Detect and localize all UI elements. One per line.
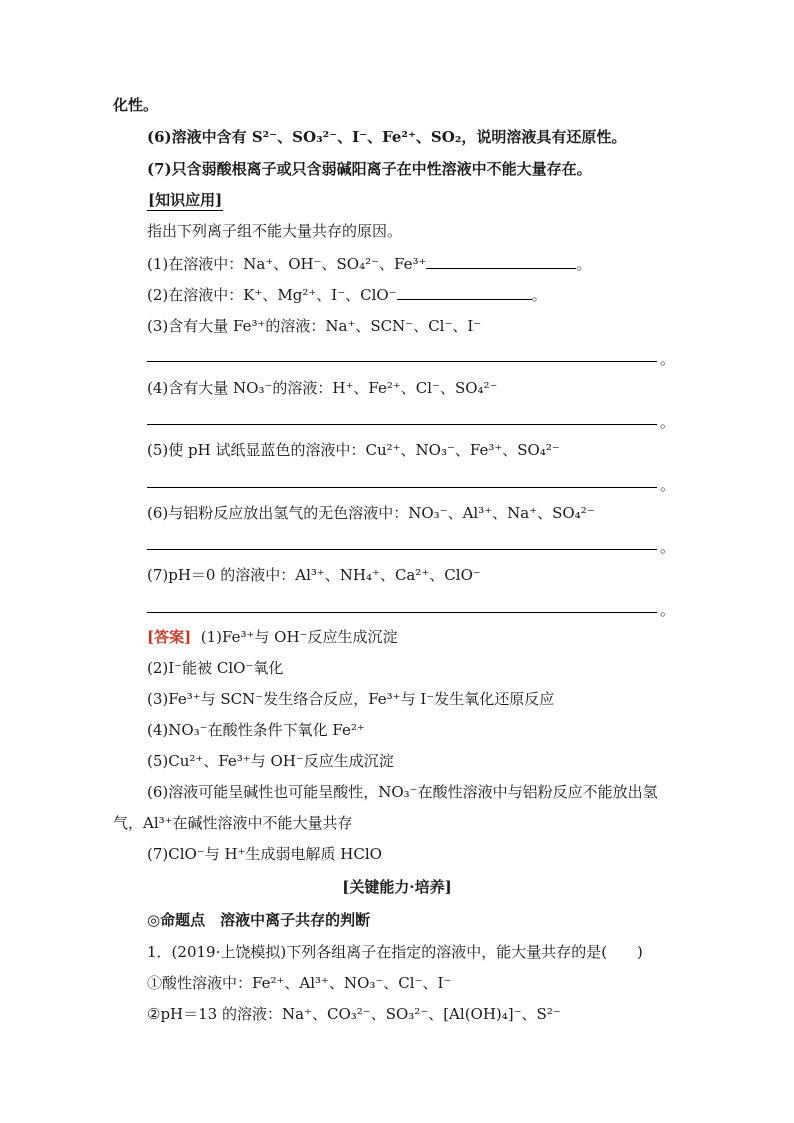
period: 。 — [660, 413, 676, 431]
answer-blank-4[interactable] — [147, 423, 657, 425]
knowledge-application-tag — [147, 190, 223, 211]
answer-4: (4)NO₃⁻在酸性条件下氧化 Fe²⁺ — [147, 721, 365, 739]
section-heading: [关键能力·培养] — [342, 878, 452, 896]
answer-6-part-1: (6)溶液可能呈碱性也可能呈酸性，NO₃⁻在酸性溶液中与铝粉反应不能放出氢 — [147, 783, 658, 801]
period: 。 — [660, 538, 676, 556]
answer-blank-3[interactable] — [147, 360, 657, 362]
question-3: (3)含有大量 Fe³⁺的溶液：Na⁺、SCN⁻、Cl⁻、I⁻ — [147, 317, 482, 335]
question-2 — [147, 285, 547, 305]
answer-blank-6[interactable] — [147, 548, 657, 550]
knowledge-application-label: [知识应用] — [148, 191, 223, 209]
answer-1: (1)Fe³⁺与 OH⁻反应生成沉淀 — [200, 628, 398, 646]
answer-1-line — [147, 627, 397, 647]
period: 。 — [531, 286, 547, 304]
period: 。 — [660, 350, 676, 368]
instruction: 指出下列离子组不能大量共存的原因。 — [147, 222, 403, 240]
answer-blank-2[interactable] — [397, 285, 532, 300]
answer-7: (7)ClO⁻与 H⁺生成弱电解质 HClO — [147, 845, 382, 863]
answer-6-part-2: 气，Al³⁺在碱性溶液中不能大量共存 — [113, 814, 353, 832]
answer-blank-7[interactable] — [147, 611, 657, 613]
question-1-text: (1)在溶液中：Na⁺、OH⁻、SO₄²⁻、Fe³⁺ — [147, 255, 427, 273]
answer-5: (5)Cu²⁺、Fe³⁺与 OH⁻反应生成沉淀 — [147, 752, 394, 770]
question-4: (4)含有大量 NO₃⁻的溶液：H⁺、Fe²⁺、Cl⁻、SO₄²⁻ — [147, 379, 498, 397]
exercise-1-option-2: ②pH＝13 的溶液：Na⁺、CO₃²⁻、SO₃²⁻、[Al(OH)₄]⁻、S²⁻ — [147, 1005, 561, 1023]
period: 。 — [576, 255, 592, 273]
answer-tag: [答案] — [147, 628, 192, 646]
exercise-1-option-1: ①酸性溶液中：Fe²⁺、Al³⁺、NO₃⁻、Cl⁻、I⁻ — [147, 974, 452, 992]
question-1 — [147, 254, 591, 274]
rule-6: (6)溶液中含有 S²⁻、SO₃²⁻、I⁻、Fe²⁺、SO₂，说明溶液具有还原性。 — [147, 128, 627, 146]
question-5: (5)使 pH 试纸显蓝色的溶液中：Cu²⁺、NO₃⁻、Fe³⁺、SO₄²⁻ — [147, 441, 560, 459]
answer-blank-1[interactable] — [426, 254, 576, 269]
rule-7: (7)只含弱酸根离子或只含弱碱阳离子在中性溶液中不能大量存在。 — [147, 160, 592, 178]
answer-2: (2)I⁻能被 ClO⁻氧化 — [147, 659, 284, 677]
question-6: (6)与铝粉反应放出氢气的无色溶液中：NO₃⁻、Al³⁺、Na⁺、SO₄²⁻ — [147, 504, 595, 522]
line-continuation: 化性。 — [113, 96, 159, 114]
answer-3: (3)Fe³⁺与 SCN⁻发生络合反应，Fe³⁺与 I⁻发生氧化还原反应 — [147, 690, 555, 708]
topic-heading: ◎命题点 溶液中离子共存的判断 — [147, 911, 371, 929]
period: 。 — [660, 476, 676, 494]
question-2-text: (2)在溶液中：K⁺、Mg²⁺、I⁻、ClO⁻ — [147, 286, 397, 304]
question-7: (7)pH＝0 的溶液中：Al³⁺、NH₄⁺、Ca²⁺、ClO⁻ — [147, 566, 481, 584]
answer-blank-5[interactable] — [147, 486, 657, 488]
period: 。 — [660, 601, 676, 619]
exercise-1: 1．(2019·上饶模拟)下列各组离子在指定的溶液中，能大量共存的是( ) — [147, 943, 643, 961]
